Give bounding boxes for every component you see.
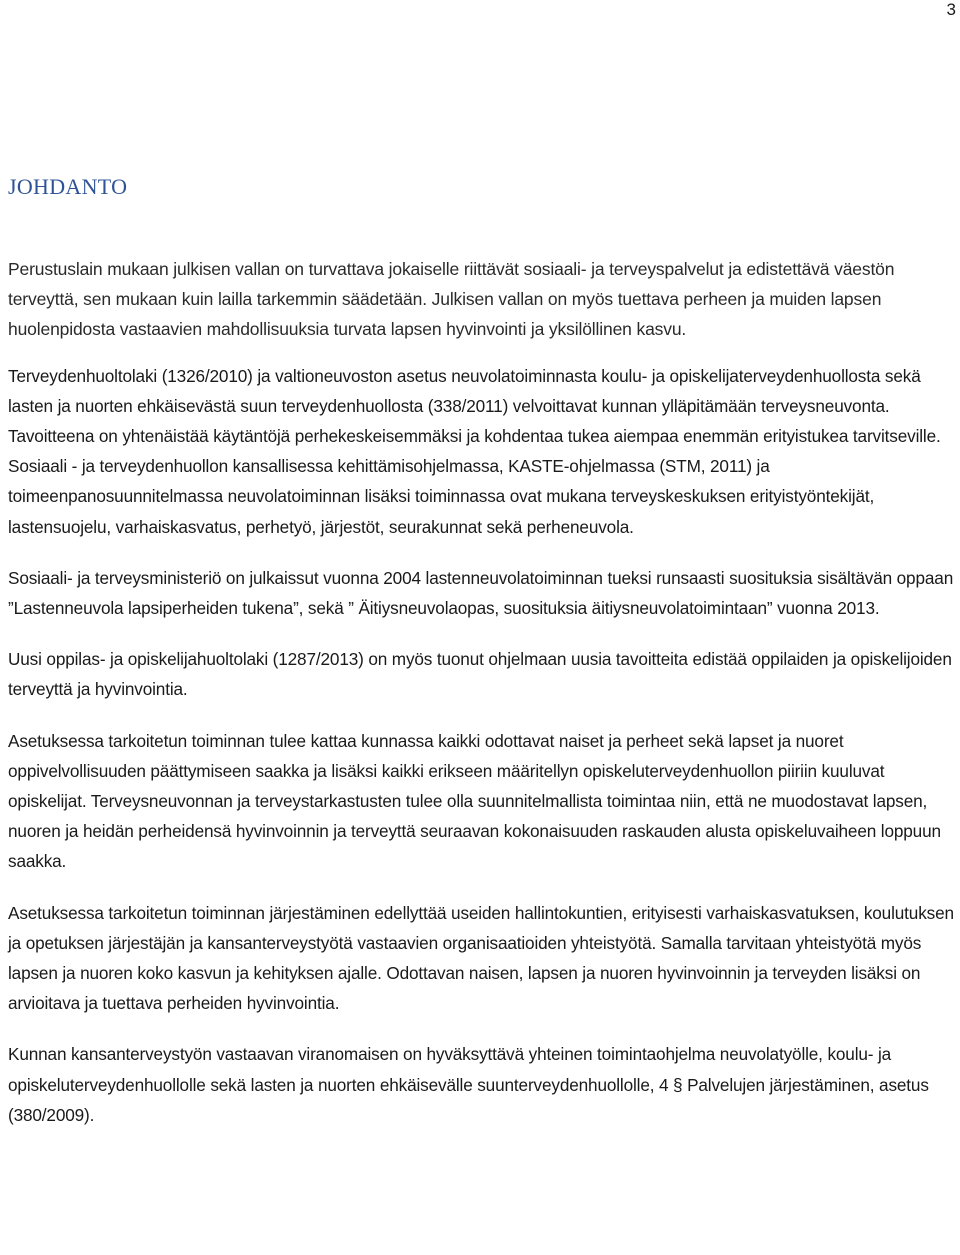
paragraph-6: Asetuksessa tarkoitetun toiminnan järjestäminen edellyttää useiden hallintokuntien, erityisesti varhaiskasvatuksen, koulutuksen ja opetuksen järjestäjän ja kansanterveystyötä vastaavien organisaatioiden yhteistyötä. Samalla tarvitaan yhteistyötä myös lapsen ja nuoren koko kasvun ja kehityksen ajalle. Odottavan naisen, lapsen ja nuoren hyvinvoinnin ja terveyden lisäksi on arvioitava ja tuettava perheiden hyvinvointia. bbox=[8, 902, 954, 1014]
paragraph-7: Kunnan kansanterveystyön vastaavan viranomaisen on hyväksyttävä yhteinen toimintaohjelma neuvolatyölle, koulu- ja opiskeluterveydenhuollolle sekä lasten ja nuorten ehkäisevälle suunterveydenhuollolle, 4 § Palvelujen järjestäminen, asetus (380/2009). bbox=[8, 1044, 929, 1125]
paragraph-5: Asetuksessa tarkoitetun toiminnan tulee kattaa kunnassa kaikki odottavat naiset ja perheet sekä lapset ja nuoret oppivelvollisuuden päättymiseen saakka ja lisäksi kaikki erikseen määritellyn opiskeluterveydenhuollon piiriin kuuluvat opiskelijat. Terveysneuvonnan ja terveystarkastusten tulee olla suunnitelmallista toimintaa niin, että ne muodostavat lapsen, nuoren ja heidän perheidensä hyvinvoinnin ja terveyttä seuraavan kokonaisuuden raskauden alusta opiskeluvaiheen loppuun saakka. bbox=[8, 730, 941, 872]
section-heading: JOHDANTO bbox=[8, 174, 128, 199]
page-number: 3 bbox=[946, 0, 956, 19]
document-body bbox=[8, 254, 958, 1151]
paragraph-3: Sosiaali- ja terveysministeriö on julkaissut vuonna 2004 lastenneuvolatoiminnan tueksi runsaasti suosituksia sisältävän oppaan ”Lastenneuvola lapsiperheiden tukena”, sekä ” Äitiysneuvolaopas, suosituksia äitiysneuvolatoimintaan” vuonna 2013. bbox=[8, 567, 954, 619]
paragraph-4: Uusi oppilas- ja opiskelijahuoltolaki (1287/2013) on myös tuonut ohjelmaan uusia tavoitteita edistää oppilaiden ja opiskelijoiden terveyttä ja hyvinvointia. bbox=[8, 649, 952, 700]
paragraph-1: Perustuslain mukaan julkisen vallan on turvattava jokaiselle riittävät sosiaali- ja terveyspalvelut ja edistettävä väestön terveyttä, sen mukaan kuin lailla tarkemmin säädetään. Julkisen vallan on myös tuettava perheen ja muiden lapsen huolenpidosta vastaavien mahdollisuuksia turvata lapsen hyvinvointi ja yksilöllinen kasvu. bbox=[8, 259, 895, 340]
paragraph-2: Terveydenhuoltolaki (1326/2010) ja valtioneuvoston asetus neuvolatoiminnasta koulu- ja opiskelijaterveydenhuollosta sekä lasten ja nuorten ehkäisevästä suun terveydenhuollosta (338/2011) velvoittavat kunnan ylläpitämään terveysneuvonta. Tavoitteena on yhtenäistää käytäntöjä perhekeskeisemmäksi ja kohdentaa tukea aiempaa enemmän erityistukea tarvitseville. Sosiaali - ja terveydenhuollon kansallisessa kehittämisohjelmassa, KASTE-ohjelmassa (STM, 2011) ja toimeenpanosuunnitelmassa neuvolatoiminnan lisäksi toiminnassa ovat mukana terveyskeskuksen erityistyöntekijät, lastensuojelu, varhaiskasvatus, perhetyö, järjestöt, seurakunnat sekä perheneuvola. bbox=[8, 365, 941, 537]
